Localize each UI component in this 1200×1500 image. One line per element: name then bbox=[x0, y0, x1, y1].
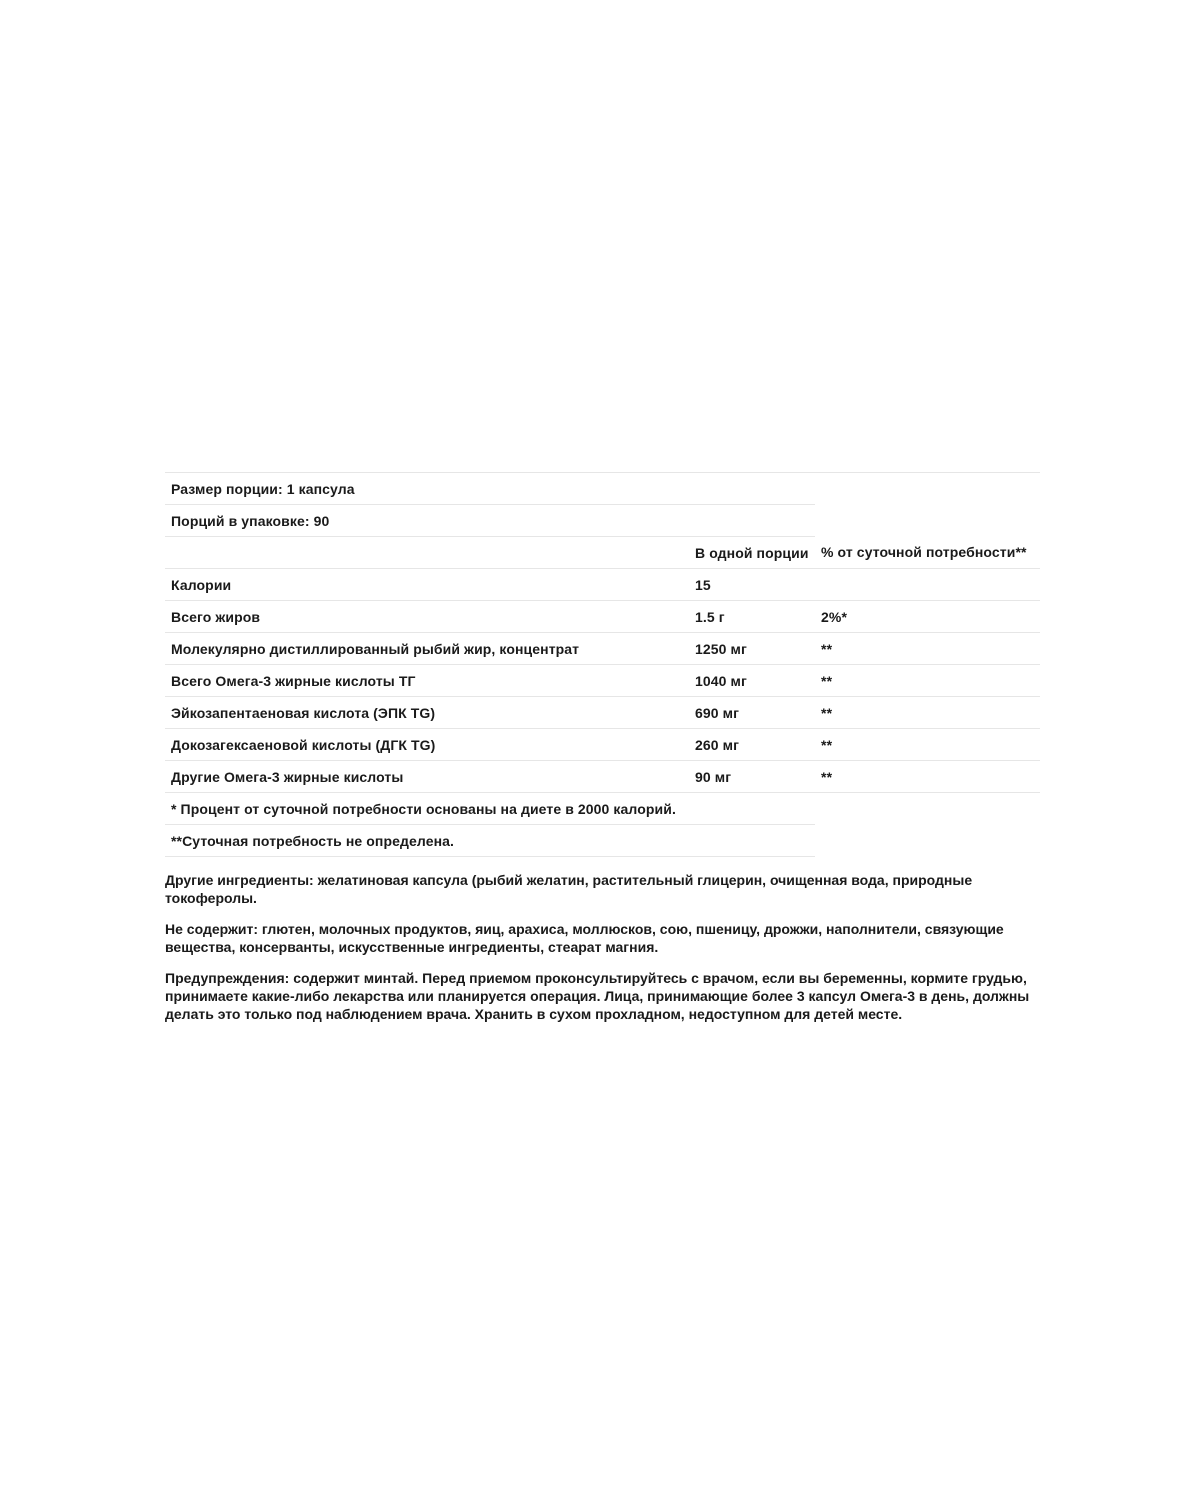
nutrient-name: Другие Омега-3 жирные кислоты bbox=[165, 761, 689, 793]
nutrient-name: Всего жиров bbox=[165, 601, 689, 633]
table-row bbox=[165, 633, 1040, 665]
table-header-row bbox=[165, 537, 1040, 569]
nutrient-daily-value: ** bbox=[815, 665, 1040, 697]
table-row bbox=[165, 729, 1040, 761]
table-row bbox=[165, 569, 1040, 601]
warnings: Предупреждения: содержит минтай. Перед приемом проконсультируйтесь с врачом, если вы беременны, кормите грудью, принимаете какие-либо лекарства или планируется операция. Лица, принимающие более 3 капсул Омега-3 в день, должны делать это только под наблюдением врача. Хранить в сухом прохладном, недоступном для детей месте. bbox=[165, 970, 1030, 1022]
header-daily-value: % от суточной потребности** bbox=[815, 537, 1040, 569]
nutrient-name: Эйкозапентаеновая кислота (ЭПК TG) bbox=[165, 697, 689, 729]
nutrient-name: Всего Омега-3 жирные кислоты ТГ bbox=[165, 665, 689, 697]
nutrient-daily-value bbox=[815, 569, 1040, 601]
nutrient-amount: 1250 мг bbox=[689, 633, 815, 665]
nutrient-amount: 15 bbox=[689, 569, 815, 601]
servings-per-container: Порций в упаковке: 90 bbox=[165, 505, 815, 537]
header-per-serving: В одной порции bbox=[689, 537, 815, 569]
footnote-not-established: **Суточная потребность не определена. bbox=[165, 825, 815, 857]
nutrient-daily-value: ** bbox=[815, 729, 1040, 761]
header-nutrient bbox=[165, 537, 689, 569]
serving-size: Размер порции: 1 капсула bbox=[165, 473, 815, 505]
nutrient-amount: 260 мг bbox=[689, 729, 815, 761]
nutrient-name: Калории bbox=[165, 569, 689, 601]
nutrient-daily-value: ** bbox=[815, 697, 1040, 729]
nutrient-amount: 90 мг bbox=[689, 761, 815, 793]
table-row bbox=[165, 761, 1040, 793]
table-row bbox=[165, 697, 1040, 729]
free-from: Не содержит: глютен, молочных продуктов, яиц, арахиса, моллюсков, сою, пшеницу, дрожжи, наполнители, связующие вещества, консерванты, искусственные ингредиенты, стеарат магния. bbox=[165, 921, 1004, 955]
nutrient-amount: 1040 мг bbox=[689, 665, 815, 697]
footnote-row bbox=[165, 793, 1040, 825]
nutrient-daily-value: 2%* bbox=[815, 601, 1040, 633]
supplement-facts-panel bbox=[165, 472, 1040, 1036]
nutrient-amount: 1.5 г bbox=[689, 601, 815, 633]
supplement-facts-table bbox=[165, 472, 1040, 857]
nutrient-amount: 690 мг bbox=[689, 697, 815, 729]
nutrient-daily-value: ** bbox=[815, 633, 1040, 665]
footnote-daily-basis: * Процент от суточной потребности основаны на диете в 2000 калорий. bbox=[165, 793, 815, 825]
table-row bbox=[165, 665, 1040, 697]
other-ingredients: Другие ингредиенты: желатиновая капсула (рыбий желатин, растительный глицерин, очищенная вода, природные токоферолы. bbox=[165, 872, 973, 906]
nutrient-name: Докозагексаеновой кислоты (ДГК TG) bbox=[165, 729, 689, 761]
nutrient-name: Молекулярно дистиллированный рыбий жир, концентрат bbox=[165, 633, 689, 665]
table-row bbox=[165, 601, 1040, 633]
servings-per-container-row bbox=[165, 505, 1040, 537]
product-notes bbox=[165, 871, 1040, 1023]
serving-size-row bbox=[165, 473, 1040, 505]
nutrient-daily-value: ** bbox=[815, 761, 1040, 793]
footnote-row bbox=[165, 825, 1040, 857]
